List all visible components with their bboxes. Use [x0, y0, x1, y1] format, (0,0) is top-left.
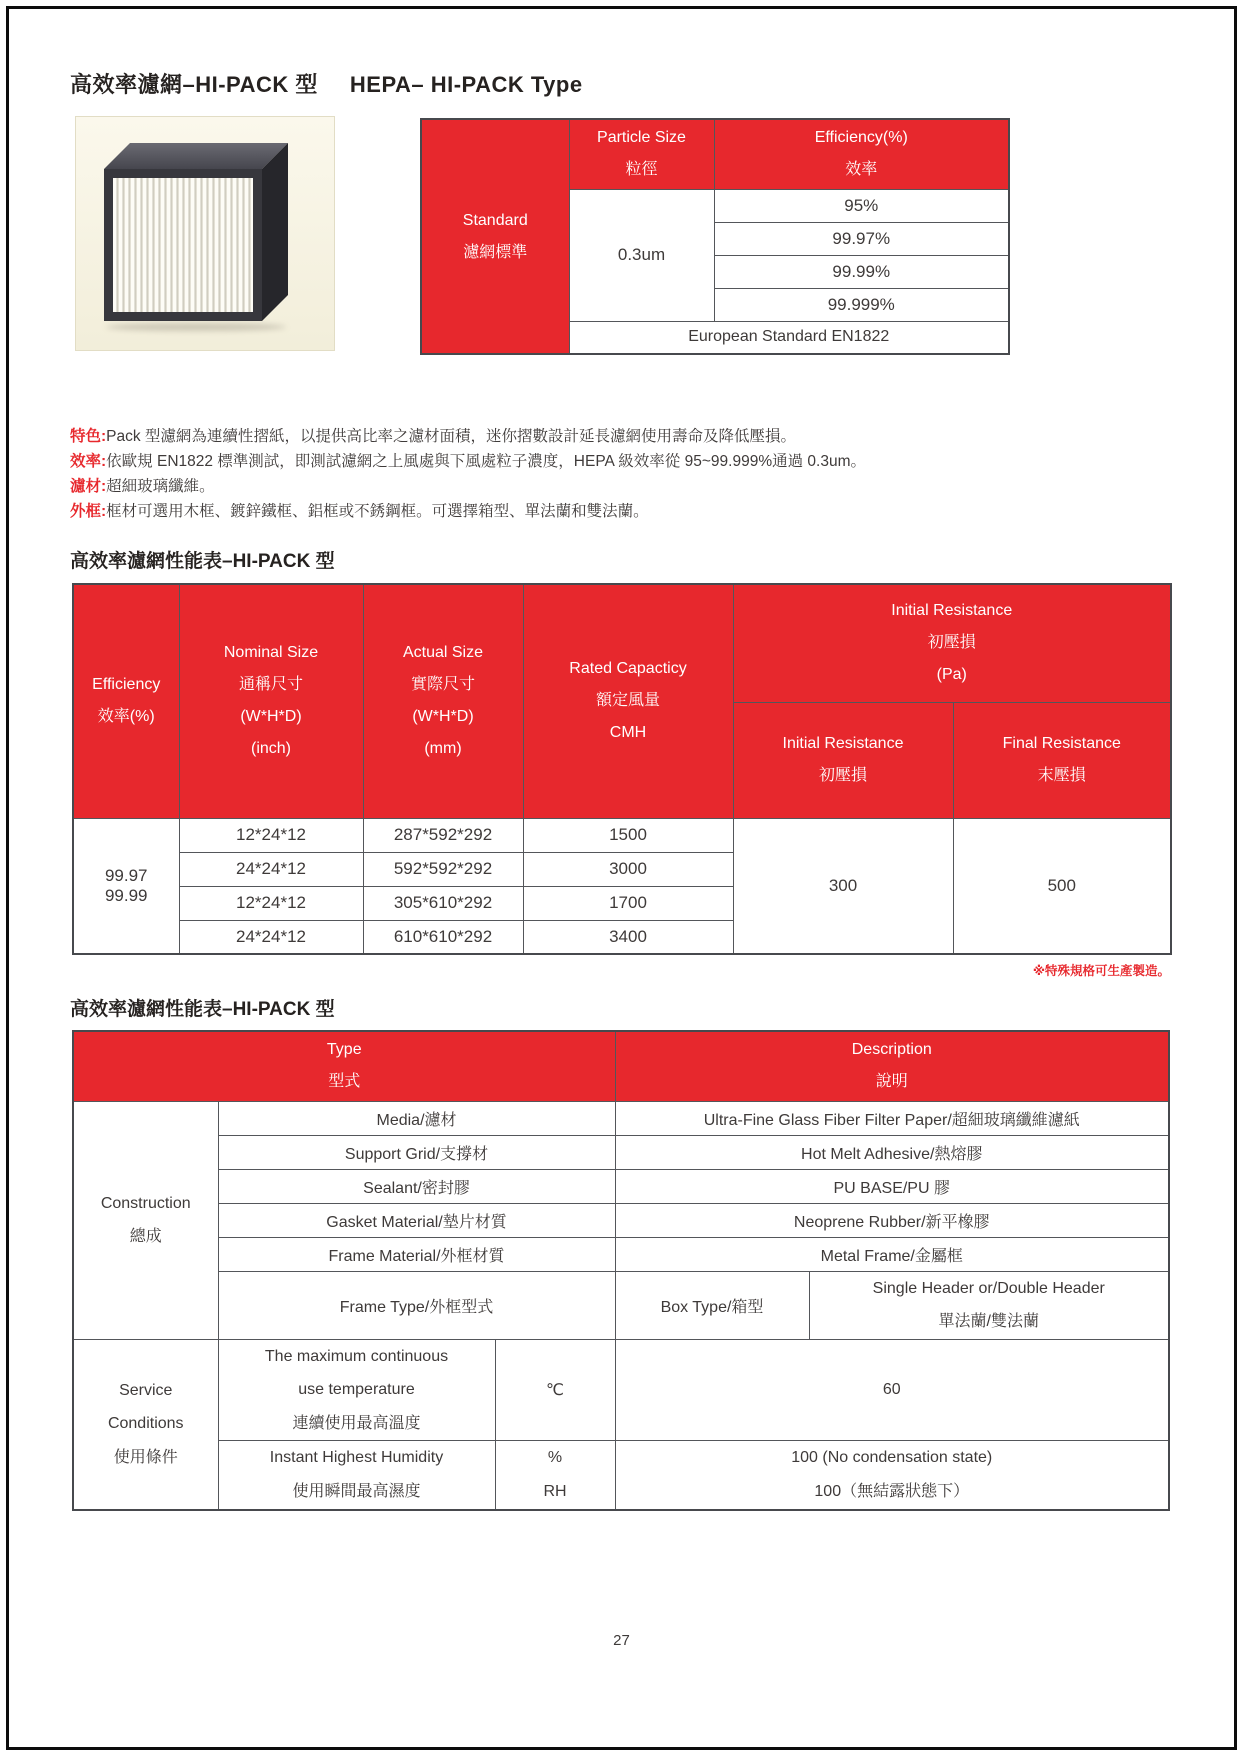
feature-line: [70, 499, 1186, 524]
perf-final-resistance-value: 500: [953, 818, 1171, 954]
service-label-line: Service: [119, 1381, 173, 1399]
spec-section-title: 高效率濾網性能表–HI-PACK 型: [70, 999, 335, 1020]
spec-table: [72, 1030, 1170, 1511]
temperature-label-line: 連續使用最高溫度: [292, 1414, 421, 1432]
performance-table: [72, 583, 1172, 955]
efficiency-value: 95%: [714, 189, 1009, 222]
page-title-en: HEPA– HI-PACK Type: [349, 72, 583, 97]
spec-header-description-en: Description: [851, 1041, 932, 1059]
feature-text: 依歐規 EN1822 標準測試，即測試濾網之上風處與下風處粒子濃度，HEPA 級效率從 95~99.999%通過 0.3um。: [106, 453, 866, 470]
perf-row-actual: 610*610*292: [363, 920, 523, 954]
particle-size-header-en: Particle Size: [597, 129, 686, 147]
page-number: 27: [613, 1632, 630, 1649]
perf-header-rated-zh: 額定風量: [595, 692, 660, 710]
standard-label-en: Standard: [462, 211, 528, 229]
spec-header-option-zh: 單法蘭/雙法蘭: [938, 1313, 1039, 1331]
efficiency-header-en: Efficiency(%): [814, 129, 908, 147]
perf-header-actual-zh: 實際尺寸: [410, 676, 475, 694]
special-spec-note: ※特殊規格可生產製造。: [1032, 964, 1170, 978]
humidity-label-line: Instant Highest Humidity: [269, 1449, 444, 1467]
humidity-value-line: 100 (No condensation state): [791, 1449, 993, 1467]
performance-section-title: 高效率濾網性能表–HI-PACK 型: [70, 551, 335, 572]
perf-header-resistance-zh: 初壓損: [927, 634, 976, 652]
filter-side-face: [262, 143, 288, 321]
perf-row-rated: 1500: [523, 818, 733, 852]
perf-efficiency-values: [73, 818, 179, 954]
spec-humidity-label: [218, 1441, 495, 1510]
standard-label-zh: 濾網標準: [463, 243, 528, 261]
feature-label: 效率:: [70, 453, 107, 470]
spec-temperature-unit: ℃: [495, 1339, 615, 1441]
feature-text: 超細玻璃纖維。: [106, 478, 215, 495]
spec-header-type-en: Type: [326, 1041, 362, 1059]
efficiency-value: 99.99%: [714, 255, 1009, 288]
filter-pleated-media: [113, 178, 253, 312]
spec-construction-zh: 總成: [129, 1228, 162, 1246]
perf-efficiency-value: 99.99: [104, 885, 148, 905]
perf-row-rated: 3400: [523, 920, 733, 954]
spec-humidity-value: [615, 1441, 1169, 1510]
spec-temperature-value: 60: [615, 1339, 1169, 1441]
humidity-label-line: 使用瞬間最高濕度: [292, 1483, 421, 1501]
perf-header-efficiency-en: Efficiency: [92, 676, 161, 694]
feature-line: [70, 424, 1186, 449]
standard-table: [420, 118, 1010, 355]
service-label-line: Conditions: [107, 1415, 184, 1433]
perf-row-rated: 1700: [523, 886, 733, 920]
hepa-filter-photo: [75, 116, 335, 351]
perf-header-initial-en: Initial Resistance: [782, 735, 904, 752]
perf-header-resistance-en: Initial Resistance: [891, 602, 1013, 620]
perf-header-resistance-group: [733, 584, 1171, 702]
spec-row-desc: PU BASE/PU 膠: [615, 1169, 1169, 1203]
humidity-unit-line: %: [547, 1449, 563, 1467]
spec-header-type-zh: 型式: [328, 1073, 361, 1091]
european-standard-footer: European Standard EN1822: [569, 321, 1009, 354]
perf-header-efficiency: [73, 584, 179, 818]
perf-header-rated: [523, 584, 733, 818]
perf-header-efficiency-zh: 效率(%): [97, 708, 155, 726]
spec-row-type: Sealant/密封膠: [218, 1169, 615, 1203]
perf-header-nominal-en: Nominal Size: [223, 644, 319, 662]
feature-line: [70, 449, 1186, 474]
perf-header-initial: [733, 702, 953, 818]
feature-label: 特色:: [70, 428, 107, 445]
spec-construction-cell: [73, 1101, 218, 1339]
filter-top-face: [104, 143, 288, 169]
perf-header-rated-en: Rated Capacticy: [569, 660, 687, 678]
perf-header-actual-en: Actual Size: [402, 644, 484, 662]
perf-header-resistance-unit: (Pa): [936, 666, 967, 684]
perf-row-rated: 3000: [523, 852, 733, 886]
page-title: [70, 68, 583, 99]
perf-header-nominal: [179, 584, 363, 818]
feature-paragraphs: [70, 424, 1186, 524]
perf-header-actual: [363, 584, 523, 818]
spec-frame-type-cell: Frame Type/外框型式: [218, 1271, 615, 1339]
temperature-label-line: use temperature: [298, 1381, 415, 1399]
perf-header-nominal-dims: (W*H*D): [240, 708, 302, 726]
spec-row-type: Gasket Material/墊片材質: [218, 1203, 615, 1237]
feature-label: 外框:: [70, 503, 107, 520]
spec-header-options-cell: [809, 1271, 1169, 1339]
perf-header-final-en: Final Resistance: [1002, 735, 1121, 752]
perf-header-rated-unit: CMH: [609, 724, 647, 742]
particle-size-header-zh: 粒徑: [625, 161, 658, 179]
spec-row-type: Media/濾材: [218, 1101, 615, 1135]
spec-row-type: Support Grid/支撐材: [218, 1135, 615, 1169]
spec-construction-en: Construction: [100, 1194, 191, 1212]
service-label-line: 使用條件: [113, 1448, 178, 1466]
feature-label: 濾材:: [70, 478, 107, 495]
spec-row-desc: Metal Frame/金屬框: [615, 1237, 1169, 1271]
perf-row-actual: 305*610*292: [363, 886, 523, 920]
filter-front-frame: [104, 169, 262, 321]
spec-header-type: [73, 1031, 615, 1101]
spec-row-desc: Hot Melt Adhesive/熱熔膠: [615, 1135, 1169, 1169]
perf-header-final: [953, 702, 1171, 818]
spec-temperature-label: [218, 1339, 495, 1441]
spec-header-description-zh: 說明: [875, 1073, 908, 1091]
perf-initial-resistance-value: 300: [733, 818, 953, 954]
spec-row-desc: Ultra-Fine Glass Fiber Filter Paper/超細玻璃纖維濾紙: [615, 1101, 1169, 1135]
humidity-unit-line: RH: [543, 1483, 567, 1501]
particle-size-value: 0.3um: [569, 189, 714, 321]
particle-size-header-cell: [569, 119, 714, 189]
perf-row-nominal: 24*24*12: [179, 852, 363, 886]
efficiency-header-cell: [714, 119, 1009, 189]
perf-row-nominal: 24*24*12: [179, 920, 363, 954]
efficiency-header-zh: 效率: [845, 161, 878, 179]
filter-photo-shadow: [106, 323, 286, 331]
feature-text: Pack 型濾網為連續性摺紙，以提供高比率之濾材面積，迷你摺數設計延長濾網使用壽命及降低壓損。: [106, 428, 796, 445]
perf-header-actual-dims: (W*H*D): [412, 708, 474, 726]
spec-header-description: [615, 1031, 1169, 1101]
spec-row-desc: Neoprene Rubber/新平橡膠: [615, 1203, 1169, 1237]
feature-text: 框材可選用木框、鍍鋅鐵框、鋁框或不銹鋼框。可選擇箱型、單法蘭和雙法蘭。: [106, 503, 649, 520]
spec-box-type-cell: Box Type/箱型: [615, 1271, 809, 1339]
perf-header-final-zh: 末壓損: [1037, 767, 1086, 784]
perf-row-actual: 287*592*292: [363, 818, 523, 852]
perf-header-actual-unit: (mm): [424, 740, 462, 758]
perf-row-actual: 592*592*292: [363, 852, 523, 886]
temperature-label-line: The maximum continuous: [264, 1347, 449, 1365]
efficiency-value: 99.97%: [714, 222, 1009, 255]
humidity-value-line: 100（無結露狀態下）: [814, 1483, 970, 1501]
perf-row-nominal: 12*24*12: [179, 818, 363, 852]
page-title-zh: 高效率濾網–HI-PACK 型: [70, 72, 318, 97]
perf-efficiency-value: 99.97: [104, 865, 148, 885]
perf-header-nominal-unit: (inch): [250, 740, 291, 758]
efficiency-value: 99.999%: [714, 288, 1009, 321]
perf-header-nominal-zh: 通稱尺寸: [238, 676, 303, 694]
spec-row-type: Frame Material/外框材質: [218, 1237, 615, 1271]
spec-humidity-unit: [495, 1441, 615, 1510]
spec-header-option-en: Single Header or/Double Header: [872, 1279, 1105, 1297]
perf-row-nominal: 12*24*12: [179, 886, 363, 920]
spec-service-conditions-cell: [73, 1339, 218, 1509]
feature-line: [70, 474, 1186, 499]
perf-header-initial-zh: 初壓損: [818, 767, 867, 784]
standard-label-cell: [421, 119, 569, 354]
